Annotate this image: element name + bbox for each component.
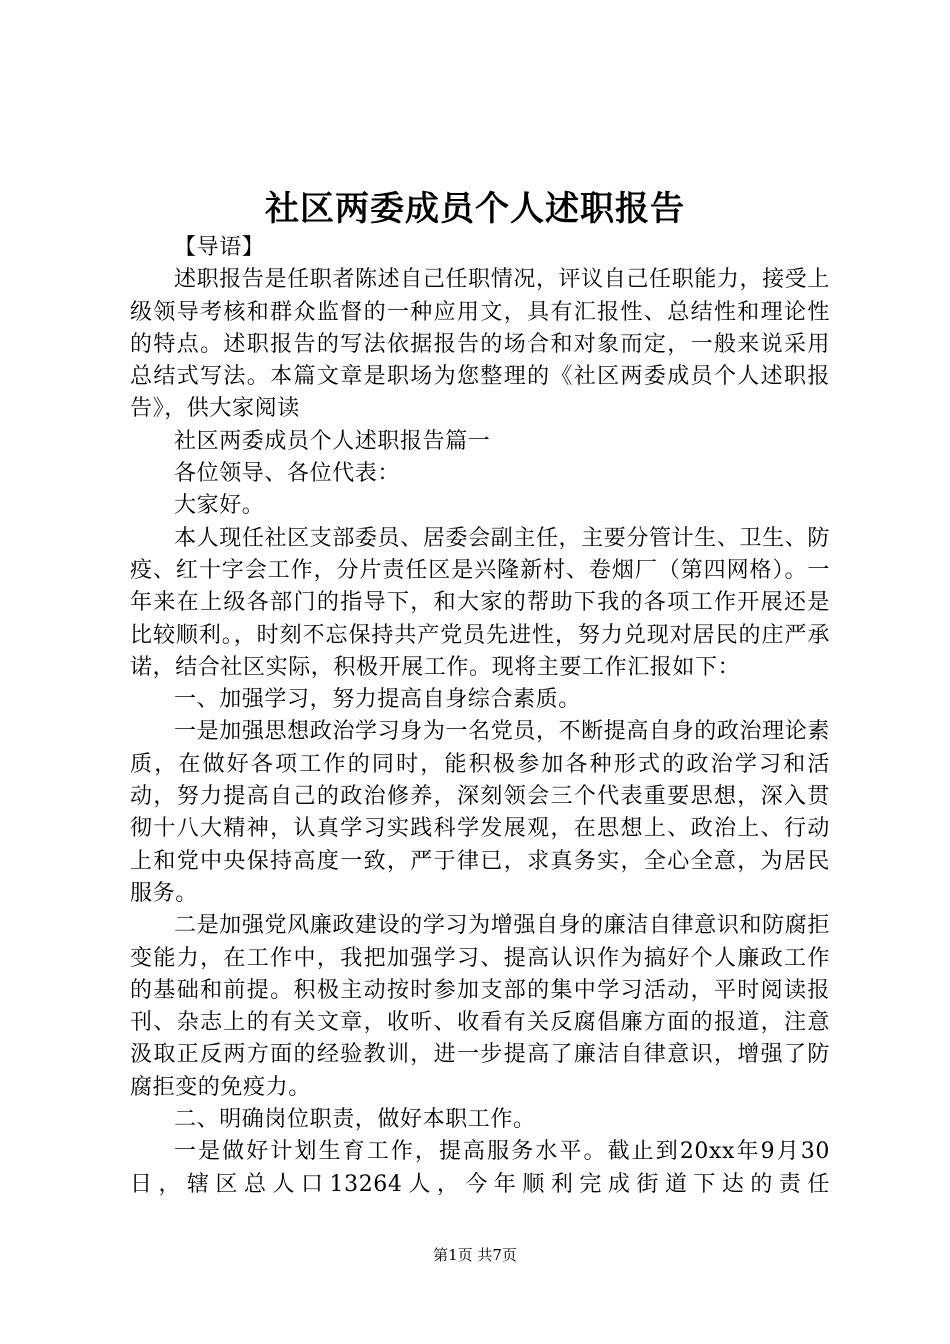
paragraph-section-heading: 社区两委成员个人述职报告篇一 — [174, 428, 491, 454]
document-body — [130, 232, 830, 1201]
paragraph-family-planning: 一是做好计划生育工作，提高服务水平。截止到20xx年9月30日，辖区总人口13264人，今年顺利完成街道下达的责任 — [130, 1139, 830, 1197]
paragraph-heading-2: 二、明确岗位职责，做好本职工作。 — [174, 1107, 536, 1133]
paragraph-intro: 述职报告是任职者陈述自己任职情况，评议自己任职能力，接受上级领导考核和群众监督的一种应用文，具有汇报性、总结性和理论性的特点。述职报告的写法依据报告的场合和对象而定，一般来说采用总结式写法。本篇文章是职场为您整理的《社区两委成员个人述职报告》，供大家阅读 — [130, 267, 830, 422]
paragraph-greeting: 大家好。 — [174, 493, 265, 519]
paragraph-salutation: 各位领导、各位代表： — [174, 461, 401, 487]
paragraph-self-introduction: 本人现任社区支部委员、居委会副主任，主要分管计生、卫生、防疫、红十字会工作，分片责任区是兴隆新村、卷烟厂（第四网格）。一年来在上级各部门的指导下，和大家的帮助下我的各项工作开展还是比较顺利。，时刻不忘保持共产党员先进性，努力兑现对居民的庄严承诺，结合社区实际，积极开展工作。现将主要工作汇报如下： — [130, 525, 830, 680]
paragraph-integrity-study: 二是加强党风廉政建设的学习为增强自身的廉洁自律意识和防腐拒变能力，在工作中，我把加强学习、提高认识作为搞好个人廉政工作的基础和前提。积极主动按时参加支部的集中学习活动，平时阅读报刊、杂志上的有关文章，收听、收看有关反腐倡廉方面的报道，注意汲取正反两方面的经验教训，进一步提高了廉洁自律意识，增强了防腐拒变的免疫力。 — [130, 913, 830, 1100]
document-title: 社区两委成员个人述职报告 — [265, 189, 685, 229]
page-footer: 第1页 共7页 — [433, 1246, 517, 1264]
paragraph-political-study: 一是加强思想政治学习身为一名党员，不断提高自身的政治理论素质，在做好各项工作的同时，能积极参加各种形式的政治学习和活动，努力提高自己的政治修养，深刻领会三个代表重要思想，深入贯彻十八大精神，认真学习实践科学发展观，在思想上、政治上、行动上和党中央保持高度一致，严于律已，求真务实，全心全意，为居民服务。 — [130, 719, 830, 906]
paragraph-lead-label: 【导语】 — [174, 235, 265, 260]
paragraph-heading-1: 一、加强学习，努力提高自身综合素质。 — [174, 687, 581, 713]
